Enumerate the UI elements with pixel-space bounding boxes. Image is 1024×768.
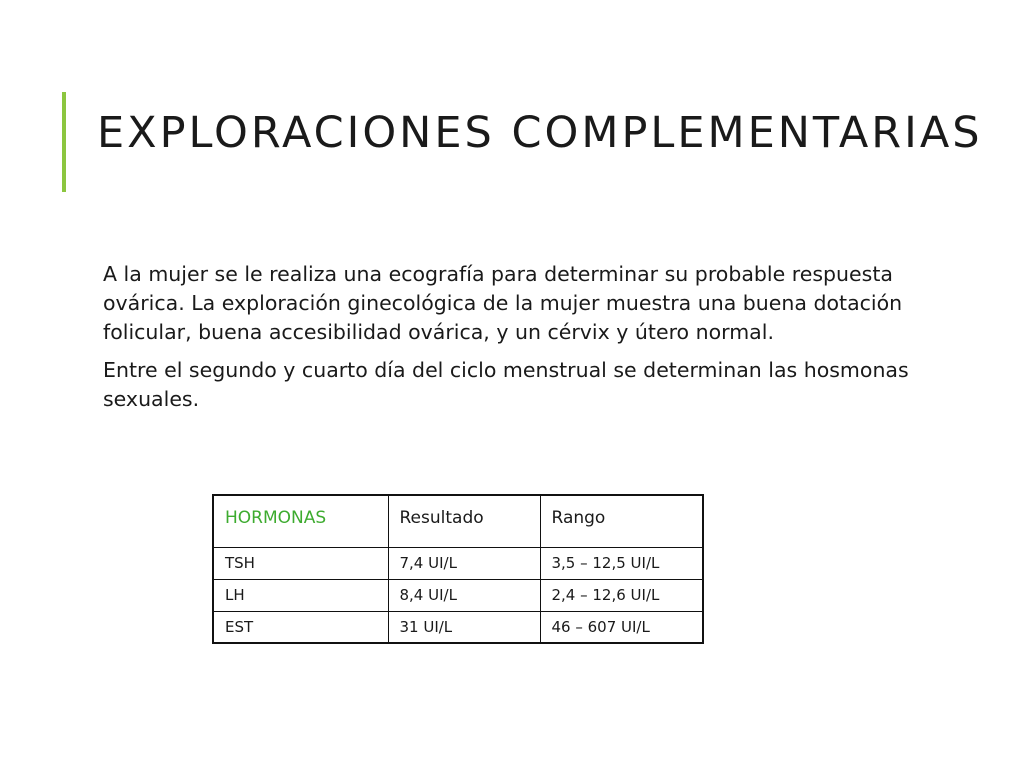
cell-range: 46 – 607 UI/L	[540, 611, 703, 643]
cell-result: 8,4 UI/L	[388, 579, 540, 611]
hormone-table	[212, 494, 704, 644]
title-accent-bar	[62, 92, 66, 192]
header-resultado: Resultado	[388, 495, 540, 547]
table-row	[213, 579, 703, 611]
cell-hormone: EST	[213, 611, 388, 643]
table-row	[213, 611, 703, 643]
cell-hormone: LH	[213, 579, 388, 611]
cell-hormone: TSH	[213, 547, 388, 579]
header-hormonas: HORMONAS	[213, 495, 388, 547]
cell-result: 31 UI/L	[388, 611, 540, 643]
cell-range: 2,4 – 12,6 UI/L	[540, 579, 703, 611]
table-header-row	[213, 495, 703, 547]
cell-result: 7,4 UI/L	[388, 547, 540, 579]
cell-range: 3,5 – 12,5 UI/L	[540, 547, 703, 579]
table-row	[213, 547, 703, 579]
paragraph-ecografia: A la mujer se le realiza una ecografía para determinar su probable respuesta ovárica. La exploración ginecológica de la mujer muestra una buena dotación folicular, buena accesibilidad ovárica, y un cérvix y útero normal.	[103, 262, 903, 344]
body-text	[103, 260, 933, 423]
slide-title: EXPLORACIONES COMPLEMENTARIAS	[97, 108, 983, 158]
paragraph-hormonas: Entre el segundo y cuarto día del ciclo menstrual se determinan las hosmonas sexuales.	[103, 358, 909, 411]
header-rango: Rango	[540, 495, 703, 547]
